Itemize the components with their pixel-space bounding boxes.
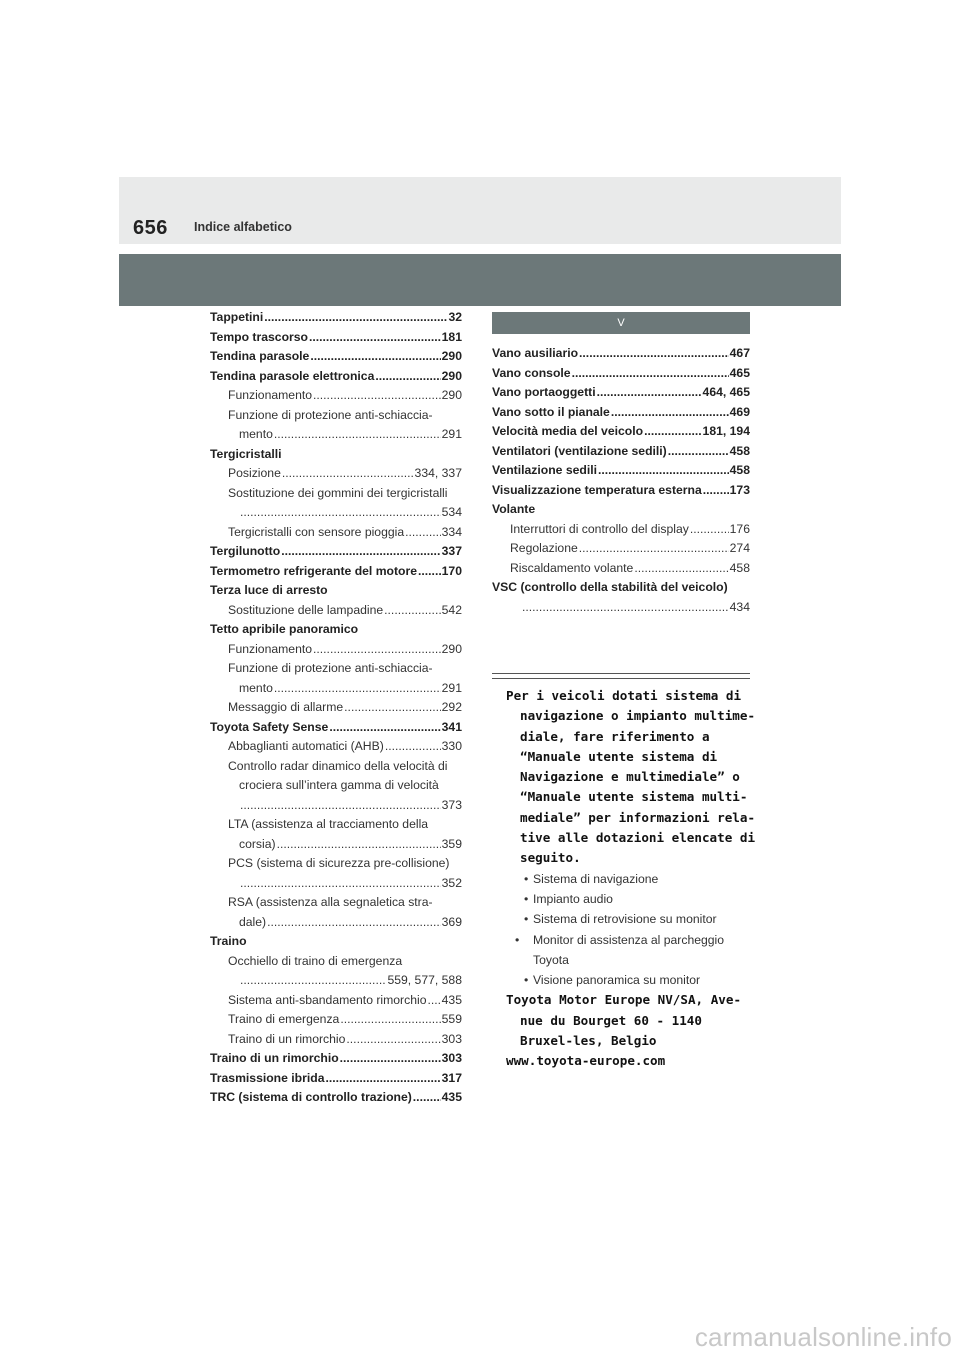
index-entry — [210, 1069, 462, 1089]
index-entry-page: 290 — [441, 388, 462, 402]
dot-leader — [240, 796, 441, 816]
index-entry — [210, 620, 462, 640]
dot-leader — [310, 347, 440, 367]
index-entry-term: Vano portaoggetti — [492, 385, 596, 399]
dot-leader — [522, 598, 729, 618]
dot-leader — [385, 737, 441, 757]
dot-leader — [597, 383, 702, 403]
dot-leader — [384, 601, 441, 621]
dot-leader — [579, 539, 729, 559]
index-entry — [492, 422, 750, 442]
index-entry-page: 290 — [441, 641, 462, 656]
index-entry — [210, 1049, 462, 1069]
dot-leader — [340, 1010, 440, 1030]
dot-leader — [313, 640, 441, 660]
separator-rule — [492, 673, 750, 679]
index-entry — [210, 445, 462, 465]
index-entry — [492, 578, 750, 598]
dot-leader — [703, 481, 729, 501]
index-entry-page: 181 — [441, 329, 462, 344]
index-entry-term: Occhiello di traino di emergenza — [228, 953, 403, 968]
notice-address: Toyota Motor Europe NV/SA, Ave-nue du Bourget 60 - 1140 Bruxel-les, Belgio — [506, 992, 742, 1049]
index-entry — [210, 1088, 462, 1108]
index-entry — [210, 640, 462, 660]
index-entry-page: 330 — [441, 739, 462, 753]
index-entry-page: 317 — [441, 1070, 462, 1085]
dot-leader — [690, 520, 729, 540]
dot-leader — [267, 913, 441, 933]
index-entry-term: Tetto apribile panoramico — [210, 622, 359, 636]
index-entry-term: Velocità media del veicolo — [492, 424, 644, 438]
index-entry-term: dale) — [239, 914, 267, 929]
index-entry — [210, 425, 462, 445]
index-entry — [210, 1030, 462, 1050]
index-entry-term: Visualizzazione temperatura esterna — [492, 482, 702, 497]
index-entry — [492, 559, 750, 579]
index-entry-page: 469 — [729, 404, 750, 419]
index-entry — [210, 464, 462, 484]
index-entry-term: Riscaldamento volante — [510, 560, 634, 575]
notice-item: • Sistema di navigazione — [524, 871, 659, 886]
index-entry-term: corsia) — [239, 836, 276, 851]
index-entry — [210, 581, 462, 601]
index-entry — [210, 698, 462, 718]
index-entry-term: Terza luce di arresto — [210, 583, 328, 597]
index-entry-term: Funzionamento — [228, 388, 313, 402]
index-entry-term: Sostituzione dei gommini dei tergicristalli — [228, 485, 448, 500]
index-entry — [210, 523, 462, 543]
index-entry-term: Tergilunotto — [210, 544, 281, 558]
index-entry — [210, 347, 462, 367]
index-entry — [492, 403, 750, 423]
index-entry-term: Traino di un rimorchio — [210, 1051, 339, 1065]
index-entry-page: 181, 194 — [702, 424, 750, 438]
index-entry — [210, 835, 462, 855]
index-entry-term: crociera sull’intera gamma di velocità — [239, 778, 439, 792]
index-entry-page: 173 — [729, 482, 750, 497]
dot-leader — [277, 835, 441, 855]
index-entry — [210, 679, 462, 699]
index-entry-term: Tappetini — [210, 310, 264, 324]
dot-leader — [264, 308, 447, 328]
index-entry-term: Sostituzione delle lampadine — [228, 602, 384, 617]
index-entry-term: Toyota Safety Sense — [210, 719, 329, 734]
index-entry-page: 369 — [441, 914, 462, 929]
index-entry-page: 290 — [441, 368, 462, 383]
index-entry — [210, 562, 462, 582]
index-entry-page: 467 — [729, 346, 750, 360]
index-entry-term: Tergicristalli con sensore pioggia — [228, 524, 405, 539]
dot-leader — [579, 344, 729, 364]
index-entry — [210, 386, 462, 406]
dot-leader — [405, 523, 441, 543]
index-entry-page: 542 — [441, 602, 462, 617]
index-entry — [210, 308, 462, 328]
index-entry-page: 434 — [729, 599, 750, 614]
index-entry — [492, 442, 750, 462]
index-entry-term: Interruttori di controllo del display — [510, 521, 689, 536]
index-entry — [492, 364, 750, 384]
index-entry-term: Volante — [492, 502, 536, 516]
index-entry-term: Vano ausiliario — [492, 346, 579, 360]
index-entry-term: RSA (assistenza alla segnaletica stra- — [228, 895, 433, 909]
index-entry-page: 359 — [441, 836, 462, 851]
index-entry-term: VSC (controllo della stabilità del veicolo) — [492, 580, 728, 594]
index-entry-term: Regolazione — [510, 541, 578, 555]
index-entry — [210, 328, 462, 348]
index-entry — [210, 776, 462, 796]
index-entry-term: Traino — [210, 934, 247, 948]
notice-intro: Per i veicoli dotati sistema di navigazione o impianto multime-diale, fare riferimento a “Manuale utente sistema di Navigazione e multimediale” o “Manuale utente sistema multi-mediale” per informazioni rela-tive alle dotazioni elencate di seguito. — [506, 688, 756, 866]
dot-leader — [346, 1030, 440, 1050]
index-entry-term: Vano sotto il pianale — [492, 404, 610, 419]
notice-item: • Sistema di retrovisione su monitor — [524, 912, 717, 927]
index-entry-page: 352 — [441, 875, 462, 890]
index-entry — [210, 913, 462, 933]
notice-item: • Monitor di assistenza al parcheggio Toyota — [515, 932, 725, 967]
dot-leader — [240, 971, 386, 991]
index-entry-term: Trasmissione ibrida — [210, 1070, 325, 1085]
index-entry-page: 458 — [729, 443, 750, 458]
index-entry-term: Termometro refrigerante del motore — [210, 563, 418, 578]
index-entry — [210, 601, 462, 621]
index-entry-page: 373 — [441, 797, 462, 812]
dot-leader — [634, 559, 728, 579]
index-entry-term: Traino di un rimorchio — [228, 1031, 346, 1046]
index-entry-term: LTA (assistenza al tracciamento della — [228, 817, 429, 831]
index-entry-term: Vano console — [492, 365, 571, 380]
index-entry — [210, 932, 462, 952]
index-entry-term: Tempo trascorso — [210, 329, 308, 344]
index-column-right — [492, 308, 750, 617]
index-entry-page: 458 — [729, 560, 750, 575]
index-entry — [210, 503, 462, 523]
index-entry-term: PCS (sistema di sicurezza pre-collisione) — [228, 856, 450, 870]
index-entry — [210, 1010, 462, 1030]
notice-list — [506, 869, 756, 991]
dot-leader — [281, 542, 440, 562]
index-entries-v — [492, 344, 750, 617]
dot-leader — [313, 386, 441, 406]
index-entry — [210, 718, 462, 738]
dot-leader — [598, 461, 729, 481]
index-entry-term: Messaggio di allarme — [228, 700, 344, 714]
index-entry-term: Tendina parasole — [210, 349, 310, 363]
letter-header-v: V — [492, 312, 750, 334]
index-entry — [210, 854, 462, 874]
dot-leader — [325, 1069, 440, 1089]
dot-leader — [427, 991, 440, 1011]
index-entry-page: 337 — [441, 544, 462, 558]
dot-leader — [329, 718, 440, 738]
index-entry-page: 334 — [441, 524, 462, 539]
index-entry — [492, 383, 750, 403]
dot-leader — [340, 1049, 441, 1069]
index-entry — [210, 484, 462, 504]
page-number: 656 — [133, 217, 168, 239]
index-entry-page: 303 — [441, 1051, 462, 1065]
index-entry-page: 559, 577, 588 — [387, 973, 462, 987]
index-entry-term: Controllo radar dinamico della velocità di — [228, 758, 448, 773]
index-entry — [210, 406, 462, 426]
dot-leader — [644, 422, 701, 442]
index-entry — [210, 542, 462, 562]
index-entry-page: 291 — [441, 427, 462, 441]
index-entry-term: Funzione di protezione anti-schiaccia- — [228, 661, 433, 675]
notice-website: www.toyota-europe.com — [506, 1053, 666, 1069]
index-entry-page: 458 — [729, 463, 750, 477]
index-entry — [492, 520, 750, 540]
navigation-notice — [506, 686, 756, 1072]
index-entry-term: Ventilatori (ventilazione sedili) — [492, 443, 667, 458]
index-entry — [210, 971, 462, 991]
index-column-left — [210, 308, 462, 1108]
index-entry-term: Funzione di protezione anti-schiaccia- — [228, 407, 433, 422]
index-entry-page: 559 — [441, 1012, 462, 1026]
dot-leader — [375, 367, 440, 387]
index-entry-page: 334, 337 — [414, 466, 462, 480]
index-entry-page: 534 — [441, 505, 462, 519]
index-entry — [210, 367, 462, 387]
index-entry — [210, 893, 462, 913]
index-entry-term: Tendina parasole elettronica — [210, 368, 375, 383]
index-entry — [210, 737, 462, 757]
index-entry-page: 435 — [441, 992, 462, 1007]
index-entry — [210, 874, 462, 894]
index-entry-page: 465 — [729, 365, 750, 380]
dot-leader — [418, 562, 441, 582]
index-entry-term: Funzionamento — [228, 641, 313, 656]
index-entry — [492, 500, 750, 520]
section-title: Indice alfabetico — [194, 220, 292, 234]
index-entry — [210, 815, 462, 835]
dot-leader — [274, 679, 441, 699]
index-entry-term: Traino di emergenza — [228, 1012, 340, 1026]
notice-item: • Impianto audio — [524, 891, 613, 906]
index-entry — [492, 598, 750, 618]
dot-leader — [344, 698, 440, 718]
dot-leader — [413, 1088, 441, 1108]
notice-item: • Visione panoramica su monitor — [524, 973, 701, 988]
index-entry-page: 292 — [441, 700, 462, 714]
dot-leader — [282, 464, 414, 484]
index-entry-page: 290 — [441, 349, 462, 363]
index-entry — [210, 991, 462, 1011]
index-entry-page: 303 — [441, 1031, 462, 1046]
watermark: carmanualsonline.info — [694, 1322, 952, 1352]
index-entry-term: Abbaglianti automatici (AHB) — [228, 739, 384, 753]
index-entry-term: Tergicristalli — [210, 446, 282, 461]
index-entry-term: TRC (sistema di controllo trazione) — [210, 1090, 412, 1104]
index-entry — [210, 757, 462, 777]
index-entry-page: 464, 465 — [702, 385, 750, 399]
index-entry — [210, 796, 462, 816]
index-entry — [492, 481, 750, 501]
index-entry-page: 176 — [729, 521, 750, 536]
index-entry-term: Sistema anti-sbandamento rimorchio — [228, 992, 427, 1007]
index-entry-term: Posizione — [228, 466, 281, 480]
index-entry-page: 274 — [729, 541, 750, 555]
index-entry — [210, 952, 462, 972]
dot-leader — [240, 503, 441, 523]
header-band — [119, 177, 841, 244]
index-entry — [492, 461, 750, 481]
index-entry — [492, 539, 750, 559]
index-entry-term: mento — [239, 427, 273, 441]
index-entry — [210, 659, 462, 679]
index-entry-page: 435 — [441, 1090, 462, 1104]
index-entry — [492, 344, 750, 364]
index-entry-page: 32 — [448, 310, 462, 324]
dot-leader — [668, 442, 729, 462]
dot-leader — [611, 403, 729, 423]
index-entry-term: Ventilazione sedili — [492, 463, 597, 477]
section-banner — [119, 254, 841, 306]
index-entry-term: mento — [239, 680, 273, 695]
index-entry-page: 341 — [441, 719, 462, 734]
dot-leader — [274, 425, 441, 445]
dot-leader — [309, 328, 441, 348]
dot-leader — [240, 874, 441, 894]
dot-leader — [572, 364, 729, 384]
index-entry-page: 170 — [441, 563, 462, 578]
index-entry-page: 291 — [441, 680, 462, 695]
